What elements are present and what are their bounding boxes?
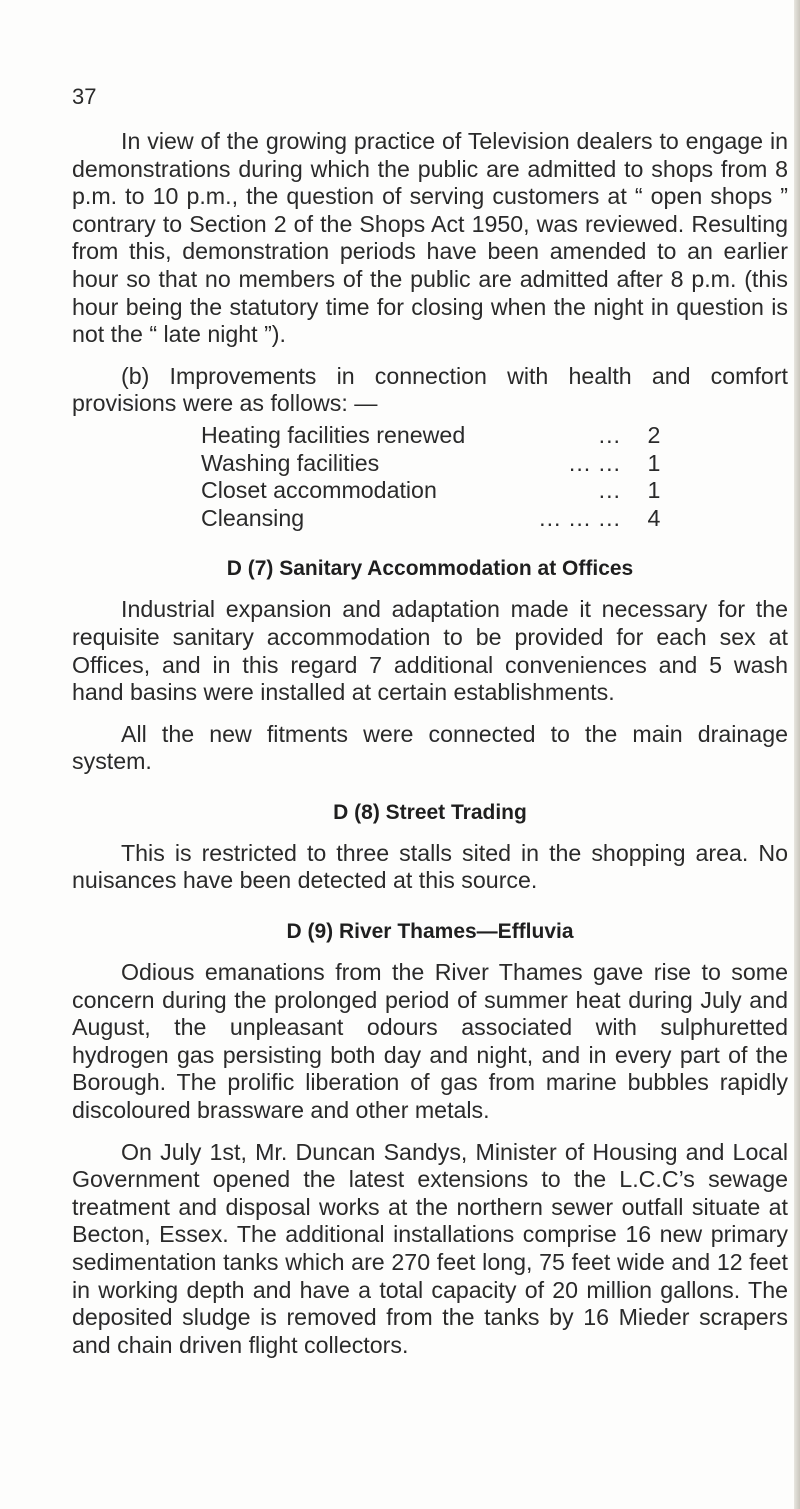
d7-paragraph-1: Industrial expansion and adaptation made it necessary for the requisite sanitary accommodation to be provided for each sex at Offices, and in this regard 7 additional conveniences and 5 wash hand basins were installed at certain establishments.: [72, 596, 788, 706]
item-count: 2: [647, 421, 661, 448]
item-count: 1: [647, 449, 661, 476]
leader-dots: ...: [598, 477, 621, 504]
d7-paragraph-2: All the new fitments were connected to the main drainage system.: [72, 720, 788, 775]
improvements-intro: (b) Improvements in connection with health and comfort provisions were as follows: —: [72, 362, 788, 417]
item-count: 1: [647, 477, 661, 504]
section-heading-d7: D (7) Sanitary Accommodation at Offices: [226, 557, 634, 581]
item-count: 4: [647, 504, 661, 531]
d8-paragraph-1: This is restricted to three stalls sited in the shopping area. No nuisances have been detected at this source.: [72, 839, 788, 894]
item-label: Closet accommodation: [201, 477, 437, 504]
page-content: [72, 128, 788, 1359]
list-item: [201, 505, 661, 533]
leader-dots: ... ... ...: [539, 504, 621, 531]
improvements-list: [201, 422, 661, 532]
leader-dots: ...: [598, 421, 621, 448]
d9-paragraph-2: On July 1st, Mr. Duncan Sandys, Minister of Housing and Local Government opened the latest extensions to the L.C.C’s sewage treatment and disposal works at the northern sewer outfall situate at Becton, Essex. The additional installations comprise 16 new primary sedimentation tanks which are 270 feet long, 75 feet wide and 12 feet in working depth and have a total capacity of 20 million gallons. The deposited sludge is removed from the tanks by 16 Mieder scrapers and chain driven flight collectors.: [72, 1138, 788, 1358]
section-heading-d8: D (8) Street Trading: [333, 800, 527, 824]
page-number: 37: [72, 84, 97, 109]
d9-paragraph-1: Odious emanations from the River Thames gave rise to some concern during the prolonged period of summer heat during July and August, the unpleasant odours associated with sulphuretted hydrogen gas persisting both day and night, and in every part of the Borough. The prolific liberation of gas from marine bubbles rapidly discoloured brassware and other metals.: [72, 959, 788, 1124]
page-edge: [794, 0, 800, 1509]
item-label: Cleansing: [201, 504, 305, 531]
list-item: [201, 422, 661, 450]
list-item: [201, 450, 661, 478]
intro-paragraph: In view of the growing practice of Television dealers to engage in demonstrations during which the public are admitted to shops from 8 p.m. to 10 p.m., the question of serving customers at “ open shops ” contrary to Section 2 of the Shops Act 1950, was reviewed. Resulting from this, demonstration periods have been amended to an earlier hour so that no members of the public are admitted after 8 p.m. (this hour being the statutory time for closing when the night in question is not the “ late night ”).: [72, 128, 788, 348]
section-heading-d9: D (9) River Thames—Effluvia: [286, 920, 574, 944]
list-item: [201, 477, 661, 505]
leader-dots: ... ...: [568, 449, 621, 476]
item-label: Heating facilities renewed: [201, 421, 466, 448]
item-label: Washing facilities: [201, 449, 380, 476]
